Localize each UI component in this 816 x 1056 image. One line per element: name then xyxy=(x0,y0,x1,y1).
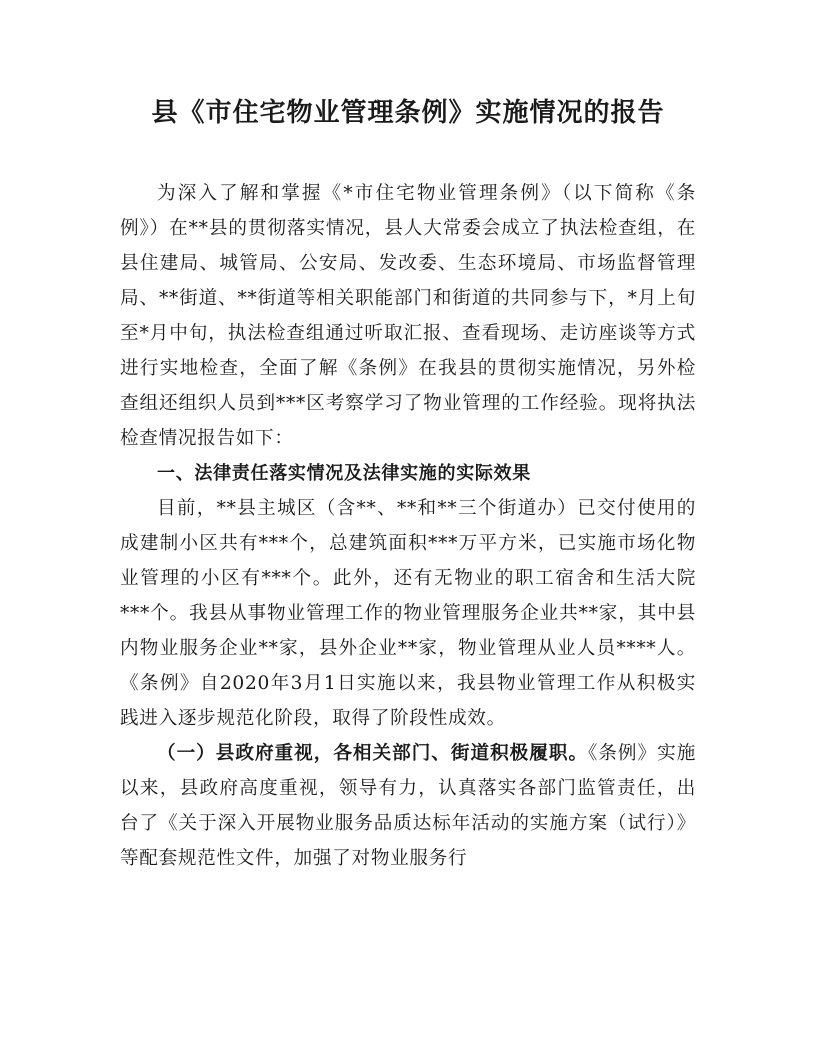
document-body xyxy=(120,176,696,876)
body-paragraph: 目前，**县主城区（含**、**和**三个街道办）已交付使用的成建制小区共有***个，总建筑面积***万平方米，已实施市场化物业管理的小区有***个。此外，还有无物业的职工宿舍和生活大院***个。我县从事物业管理工作的物业管理服务企业共**家，其中县内物业服务企业**家，县外企业**家，物业管理从业人员****人。《条例》自2020年3月1日实施以来，我县物业管理工作从积极实践进入逐步规范化阶段，取得了阶段性成效。 xyxy=(120,498,696,729)
intro-paragraph: 为深入了解和掌握《*市住宅物业管理条例》（以下简称《条例》）在**县的贯彻落实情况，县人大常委会成立了执法检查组，在县住建局、城管局、公安局、发改委、生态环境局、市场监督管理局、**街道、**街道等相关职能部门和街道的共同参与下，*月上旬至*月中旬，执法检查组通过听取汇报、查看现场、走访座谈等方式进行实地检查，全面了解《条例》在我县的贯彻实施情况，另外检查组还组织人员到***区考察学习了物业管理的工作经验。现将执法检查情况报告如下： xyxy=(120,183,696,449)
body-paragraph-text: 《条例》实施以来，县政府高度重视，领导有力，认真落实各部门监管责任，出台了《关于深入开展物业服务品质达标年活动的实施方案（试行）》等配套规范性文件，加强了对物业服务行 xyxy=(120,743,697,869)
section-heading: 一、法律责任落实情况及法律实施的实际效果 xyxy=(157,463,531,484)
body-paragraph xyxy=(120,736,696,876)
subsection-heading: （一）县政府重视，各相关部门、街道积极履职。 xyxy=(157,743,589,764)
document-title: 县《市住宅物业管理条例》实施情况的报告 xyxy=(151,98,665,128)
